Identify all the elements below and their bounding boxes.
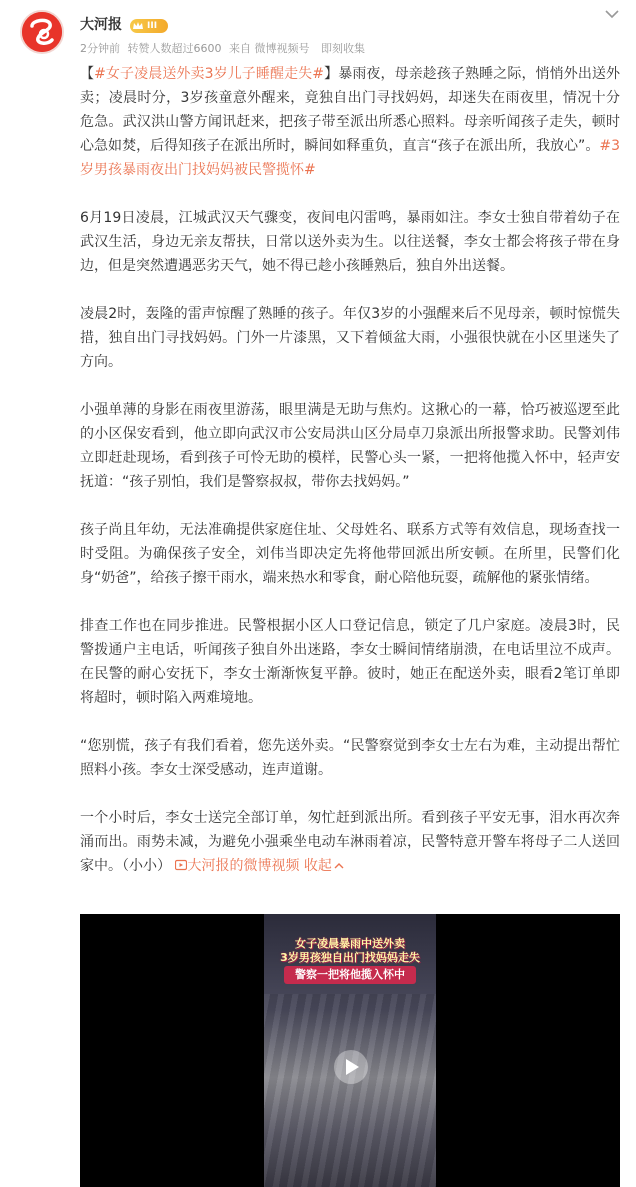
rain-streaks — [264, 994, 436, 1187]
play-icon — [344, 1058, 360, 1076]
collect-link[interactable]: 即刻收集 — [321, 42, 365, 55]
bracket-close: 】 — [324, 66, 339, 82]
topic-tag-2[interactable]: #3岁男孩暴雨夜出门找妈妈被民警揽怀# — [80, 138, 620, 178]
author-name[interactable]: 大河报 — [80, 17, 122, 33]
post-time[interactable]: 2分钟前 — [80, 42, 120, 55]
chevron-up-icon — [334, 862, 344, 870]
video-link[interactable] — [175, 858, 299, 874]
paragraph: 凌晨2时，轰隆的雷声惊醒了熟睡的孩子。年仅3岁的小强醒来后不见母亲，顿时惊慌失措，独自出门寻找妈妈。门外一片漆黑，又下着倾盆大雨，小强很快就在小区里迷失了方向。 — [80, 306, 620, 370]
collapse-label: 收起 — [303, 858, 332, 874]
video-caption-3: 警察一把将他揽入怀中 — [284, 966, 416, 984]
paragraph: 小强单薄的身影在雨夜里游荡，眼里满是无助与焦灼。这揪心的一幕，恰巧被巡逻至此的小区保安看到，他立即向武汉市公安局洪山区分局卓刀泉派出所报警求助。民警刘伟立即赶赴现场，看到孩子可怜无助的模样，民警心头一紧，一把将他揽入怀中，轻声安抚道：“孩子别怕，我们是警察叔叔，带你去找妈妈。” — [80, 402, 620, 490]
intro-text: 暴雨夜，母亲趁孩子熟睡之际，悄悄外出送外卖；凌晨时分，3岁孩童意外醒来，竟独自出门寻找妈妈，却迷失在雨夜里，情况十分危急。武汉洪山警方闻讯赶来，把孩子带至派出所悉心照料。母亲听闻孩子走失，顿时心急如焚，后得知孩子在派出所时，瞬间如释重负，直言“孩子在派出所，我放心”。 — [80, 66, 621, 154]
bracket-open: 【 — [80, 66, 95, 82]
paragraph: 6月19日凌晨，江城武汉天气骤变，夜间电闪雷鸣，暴雨如注。李女士独自带着幼子在武汉生活，身边无亲友帮扶，日常以送外卖为生。以往送餐，李女士都会将孩子带在身边，但是突然遭遇恶劣天气，她不得已趁小孩睡熟后，独自外出送餐。 — [80, 210, 620, 274]
post-source[interactable]: 来自 微博视频号 — [229, 42, 310, 55]
dahe-logo-icon — [22, 12, 62, 52]
repost-count: 转赞人数超过6600 — [127, 42, 222, 55]
paragraph-last — [80, 806, 620, 878]
video-caption-1: 女子凌晨暴雨中送外卖 — [295, 937, 405, 950]
vip-level: III — [147, 21, 158, 31]
topic-tag[interactable]: #女子凌晨送外卖3岁儿子睡醒走失# — [94, 66, 325, 82]
author-avatar[interactable] — [20, 10, 64, 54]
chevron-down-icon[interactable] — [604, 8, 620, 20]
paragraph: “您别慌，孩子有我们看着，您先送外卖。“民警察觉到李女士左右为难，主动提出帮忙照料小孩。李女士深受感动，连声道谢。 — [80, 738, 620, 778]
last-text: 一个小时后，李女士送完全部订单，匆忙赶到派出所。看到孩子平安无事，泪水再次奔涌而出。雨势未减，为避免小强乘坐电动车淋雨着凉，民警特意开警车将母子二人送回家中。（小小） — [80, 810, 620, 874]
post-body — [80, 62, 620, 902]
paragraph: 孩子尚且年幼，无法准确提供家庭住址、父母姓名、联系方式等有效信息，现场查找一时受阻。为确保孩子安全，刘伟当即决定先将他带回派出所安顿。在所里，民警们化身“奶爸”，给孩子擦干雨水，端来热水和零食，耐心陪他玩耍，疏解他的紧张情绪。 — [80, 522, 620, 586]
play-button[interactable] — [334, 1050, 368, 1084]
crown-icon — [132, 20, 144, 32]
collapse-button[interactable] — [304, 858, 344, 874]
post-intro — [80, 62, 620, 182]
video-caption-2: 3岁男孩独自出门找妈妈走失 — [280, 951, 420, 964]
paragraph: 排查工作也在同步推进。民警根据小区人口登记信息，锁定了几户家庭。凌晨3时，民警拨通户主电话，听闻孩子独自外出迷路，李女士瞬间情绪崩溃，在电话里泣不成声。在民警的耐心安抚下，李女士渐渐恢复平静。彼时，她正在配送外卖，眼看2笔订单即将超时，顿时陷入两难境地。 — [80, 618, 620, 706]
video-link-icon — [175, 859, 187, 871]
video-link-label: 大河报的微博视频 — [187, 858, 300, 874]
post-meta — [80, 42, 369, 56]
vip-badge[interactable] — [130, 19, 168, 33]
